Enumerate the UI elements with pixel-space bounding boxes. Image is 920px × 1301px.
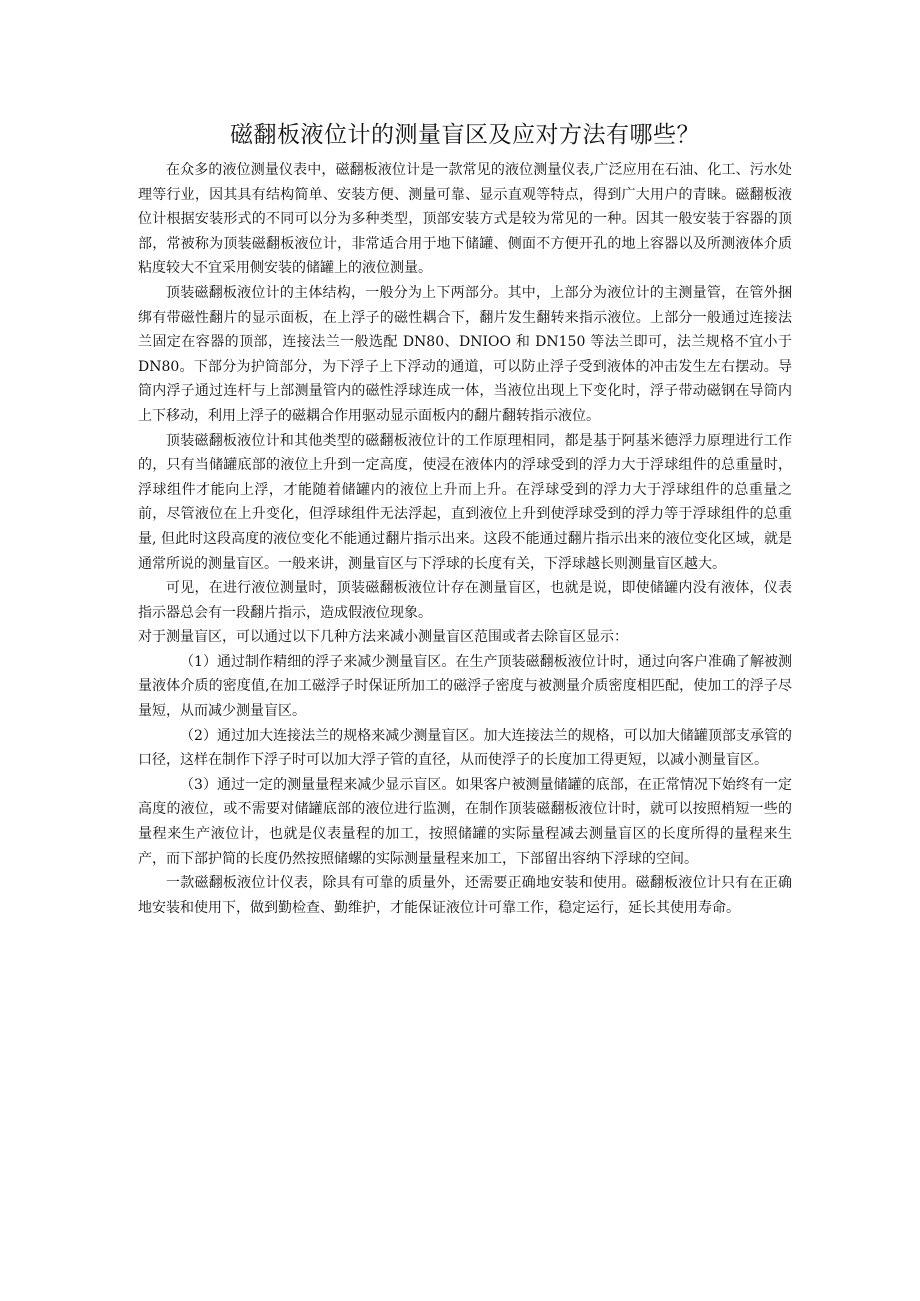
paragraph-conclusion: 可见，在进行液位测量时，顶装磁翻板液位计存在测量盲区，也就是说，即使储罐内没有液体，仪表指示器总会有一段翻片指示，造成假液位现象。: [138, 580, 792, 621]
document-page: [138, 118, 792, 920]
method-item-3: （3）通过一定的测量量程来减少显示盲区。如果客户被测量储罐的底部，在正常情况下始终有一定高度的液位，或不需要对储罐底部的液位进行监测，在制作顶装磁翻板液位计时，就可以按照梢短一些的量程来生产液位计，也就是仪表量程的加工，按照储罐的实际量程减去测量盲区的长度所得的量程来生产，而下部护简的长度仍然按照储螺的实际测量量程来加工，下部留出容纳下浮球的空间。: [138, 776, 792, 867]
paragraph-closing: 一款磁翻板液位计仪表，除具有可靠的质量外，还需要正确地安装和使用。磁翻板液位计只有在正确地安装和使用下，做到勤检查、勤维护，才能保证液位计可靠工作，稳定运行，延长其使用寿命。: [138, 875, 792, 916]
methods-intro-line: 对于测量盲区，可以通过以下几种方法来减小测量盲区范围或者去除盲区显示：: [138, 629, 628, 646]
paragraph-intro: 在众多的液位测量仪表中，磁翻板液位计是一款常见的液位测量仪表,广泛应用在石油、化工、污水处理等行业，因其具有结构简单、安装方便、测量可靠、显示直观等特点，得到广大用户的青睐。磁翻板液位计根据安装形式的不同可以分为多种类型，顶部安装方式是较为常见的一种。因其一般安装于容器的顶部，常被称为顶装磁翻板液位计，非常适合用于地下储罐、侧面不方便开孔的地上容器以及所测液体介质粘度较大不宜采用侧安装的储罐上的液位测量。: [138, 162, 792, 277]
method-item-1: （1）通过制作精细的浮子来减少测量盲区。在生产顶装磁翻板液位计时，通过向客户准确了解被测量液体介质的密度值,在加工磁浮子时保证所加工的磁浮子密度与被测量介质密度相匹配，使加工的浮子尽量短，从而减少测量盲区。: [138, 653, 792, 720]
document-title: 磁翻板液位计的测量盲区及应对方法有哪些？: [230, 122, 700, 148]
paragraph-structure: 顶装磁翻板液位计的主体结构，一般分为上下两部分。其中，上部分为液位计的主测量管，在管外捆绑有带磁性翻片的显示面板，在上浮子的磁性耦合下，翻片发生翻转来指示液位。上部分一般通过连接法兰固定在容器的顶部，连接法兰一般选配 DN80、DNIOO 和 DN150 等法兰即可，法兰规格不宜小于 DN80。下部分为护筒部分，为下浮子上下浮动的通道，可以防止浮子受到液体的冲击发生左右摆动。导筒内浮子通过连杆与上部测量管内的磁性浮球连成一体，当液位出现上下变化时，浮子带动磁钢在导筒内上下移动，利用上浮子的磁耦合作用驱动显示面板内的翻片翻转指示液位。: [138, 284, 792, 424]
method-item-2: （2）通过加大连接法兰的规格来减少测量盲区。加大连接法兰的规格，可以加大储罐顶部支承管的口径，这样在制作下浮子时可以加大浮子管的直径，从而使浮子的长度加工得更短，以减小测量盲区。: [138, 727, 792, 769]
paragraph-principle: 顶装磁翻板液位计和其他类型的磁翻板液位计的工作原理相同，都是基于阿基米德浮力原理进行工作的，只有当储罐底部的液位上升到一定高度，使浸在液体内的浮球受到的浮力大于浮球组件的总重量时，浮球组件才能向上浮，才能随着储罐内的液位上升而上升。在浮球受到的浮力大于浮球组件的总重量之前，尽管液位在上升变化，但浮球组件无法浮起，直到液位上升到使浮球受到的浮力等于浮球组件的总重量, 但此时这段高度的液位变化不能通过翻片指示出来。这段不能通过翻片指示出来的液位变化区域，就是通常所说的测量盲区。一般来讲，测量盲区与下浮球的长度有关，下浮球越长则测量盲区越大。: [138, 432, 792, 572]
